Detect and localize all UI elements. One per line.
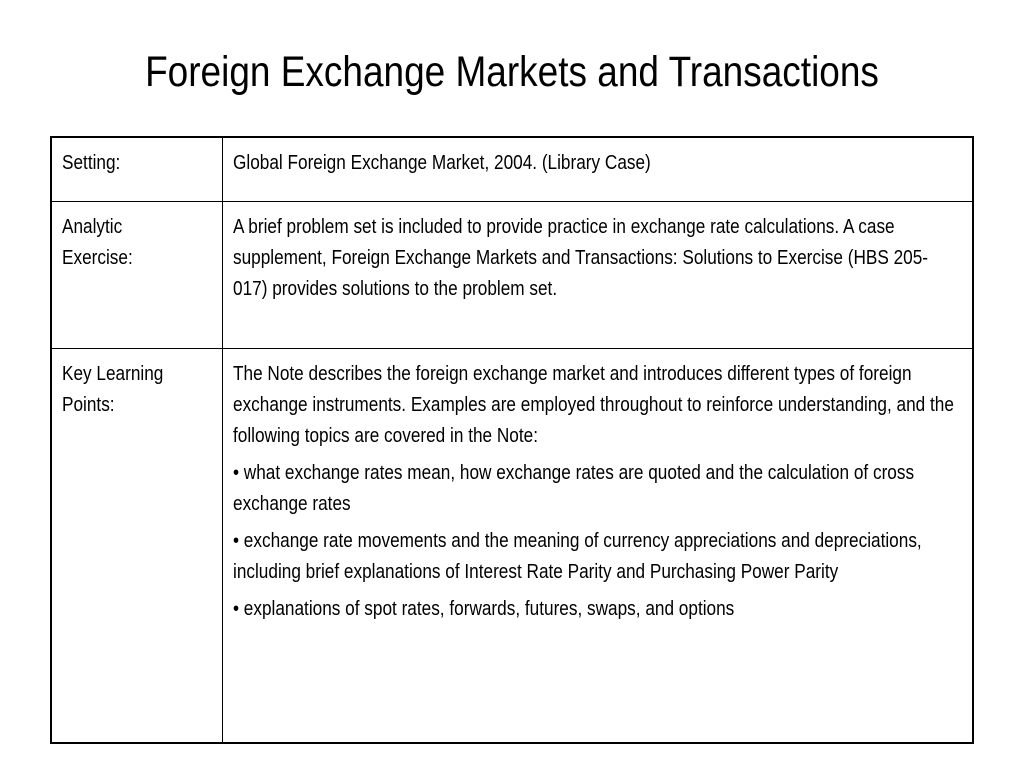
analytic-exercise-text: A brief problem set is included to provide practice in exchange rate calculations. A case supplement, Foreign Exchange Markets and Transactions: Solutions to Exercise (HBS 205-017) provides solutions to the problem set. bbox=[233, 216, 929, 300]
table-row-content-setting bbox=[223, 138, 974, 202]
label-line: Points: bbox=[62, 394, 115, 416]
table-row-label-analytic-exercise bbox=[52, 202, 223, 349]
table-row-label-setting bbox=[52, 138, 223, 202]
label-line: Exercise: bbox=[62, 247, 133, 269]
list-item: • exchange rate movements and the meaning of currency appreciations and depreciations, including brief explanations of Interest Rate Parity and Purchasing Power Parity bbox=[233, 530, 922, 583]
list-item: • what exchange rates mean, how exchange rates are quoted and the calculation of cross exchange rates bbox=[233, 462, 915, 515]
label-line: Setting: bbox=[62, 152, 121, 174]
list-item: • explanations of spot rates, forwards, futures, swaps, and options bbox=[233, 598, 735, 620]
label-line: Analytic bbox=[62, 216, 123, 238]
slide-title: Foreign Exchange Markets and Transactions bbox=[145, 48, 879, 96]
label-line: Key Learning bbox=[62, 363, 164, 385]
key-learning-intro: The Note describes the foreign exchange market and introduces different types of foreign exchange instruments. Examples are employed throughout to reinforce understanding, and the following topics are covered in the Note: bbox=[233, 363, 954, 447]
table-row-label-key-learning-points bbox=[52, 349, 223, 742]
table-row-content-analytic-exercise bbox=[223, 202, 974, 349]
setting-text: Global Foreign Exchange Market, 2004. (Library Case) bbox=[233, 152, 651, 174]
info-table bbox=[50, 136, 974, 744]
table-row-content-key-learning-points bbox=[223, 349, 974, 742]
